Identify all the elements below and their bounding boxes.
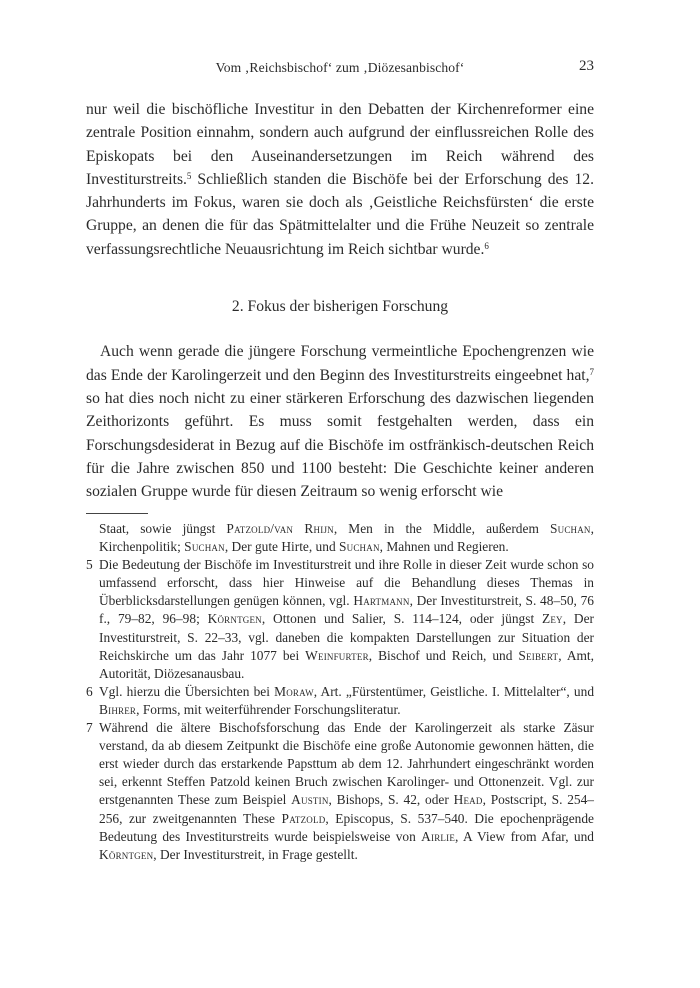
page-header [86, 58, 594, 80]
page-number: 23 [579, 58, 594, 74]
footnote-text: , Amt, Autorität, Diözesanausbau. [99, 647, 594, 681]
paragraph-text: Schließlich standen die Bischöfe bei der Erforschung des 12. Jahrhunderts im Fokus, waren sie doch als ‚Geistliche Reichsfürsten‘ die erste Gruppe, an denen die für das Spätmittelalter und die Frühe Neuzeit so zentrale verfassungsrechtliche Neuausrichtung im Reich sichtbar wurde. [86, 170, 594, 258]
author-name: Suchan [549, 521, 591, 536]
footnote-text: , Ottonen und Salier, S. 114–124, oder jüngst [261, 611, 542, 627]
footnote-text: Während die ältere Bischofsforschung das Ende der Karolingerzeit als starke Zäsur verstand, da ab diesem Zeitpunkt die Bischöfe eine große Autonomie gewonnen hätten, die erst wieder durch das erstarkende Papsttum ab dem 12. Jahrhundert eingeschränkt worden sei, erkennt Steffen Patzold keinen Bruch zwischen Karolinger- und Ottonenzeit. Vgl. zur erstgenannten These zum Beispiel [99, 720, 594, 808]
footnote-5 [86, 556, 594, 683]
running-head: Vom ‚Reichsbischof‘ zum ‚Diözesanbischof‘ [215, 60, 465, 75]
footnote-text: , Men in the Middle, außerdem [333, 521, 550, 536]
author-name: Head [453, 792, 483, 808]
author-name: Weinfurter [305, 647, 369, 663]
footnote-text: , Der Investiturstreit, S. 22–33, vgl. daneben die kompakten Darstellungen zur Situation der Reichskirche um das Jahr 1077 bei [99, 611, 594, 663]
footnote-continuation [86, 520, 594, 556]
author-name: Seibert [518, 647, 559, 663]
footnote-ref[interactable]: 5 [186, 170, 192, 181]
footnote-text: , Episcopus, S. 537–540. Die epochenprägende Bedeutung des Investiturstreits wurde beispielsweise von [99, 810, 594, 844]
footnote-ref[interactable]: 7 [589, 366, 594, 377]
main-text [86, 98, 594, 503]
paragraph-text: Auch wenn gerade die jüngere Forschung vermeintliche Epochengrenzen wie das Ende der Karolingerzeit und den Beginn des Investiturstreits eingeebnet hat, [86, 343, 594, 384]
author-name: Airlie [421, 828, 456, 844]
author-name: Moraw [274, 683, 314, 699]
footnote-6 [86, 683, 594, 719]
footnote-text: , Kirchenpolitik; [99, 521, 594, 555]
paragraph-text: so hat dies noch nicht zu einer stärkeren Erforschung des dazwischen liegenden Zeithorizonts geführt. Es muss somit festgehalten werden, dass ein Forschungsdesiderat in Bezug auf die Bischöfe im ostfränkisch-deutschen Reich für die Jahre zwischen 850 und 1100 besteht: Die Geschichte keiner anderen sozialen Gruppe wurde für diesen Zeitraum so wenig erforscht wie [86, 389, 594, 501]
author-name: Suchan [184, 539, 225, 555]
paragraph-continued [86, 98, 594, 261]
footnote-text: Staat, sowie jüngst [99, 521, 227, 536]
footnote-text: , Mahnen und Regieren. [379, 539, 509, 555]
author-name: Bihrer [99, 701, 137, 717]
author-name: Patzold [281, 810, 326, 826]
footnote-text: , Bishops, S. 42, oder [328, 792, 454, 808]
paragraph-text: nur weil die bischöfliche Investitur in den Debatten der Kirchenreformer eine zentrale Position einnahm, sondern auch aufgrund der einflussreichen Rolle des Episkopats bei den Auseinandersetzungen im Reich während des Investiturstreits. [86, 101, 594, 188]
author-name: Körntgen [207, 611, 262, 627]
footnote-ref[interactable]: 6 [484, 240, 489, 251]
footnote-text: , Postscript, S. 254–256, zur zweitgenannten These [99, 792, 595, 826]
footnote-text: Vgl. hierzu die Übersichten bei [99, 683, 275, 699]
footnote-separator [86, 513, 148, 514]
author-name: Hartmann [353, 593, 410, 609]
footnotes [86, 520, 594, 864]
section-heading: 2. Fokus der bisherigen Forschung [231, 298, 449, 316]
author-name: Austin [291, 792, 329, 808]
footnote-text: , Der Investiturstreit, S. 48–50, 76 f., 79–82, 96–98; [99, 593, 594, 627]
footnote-number: 5 [86, 557, 93, 573]
footnote-text: , Art. „Fürstentümer, Geistliche. I. Mittelalter“, und [313, 683, 595, 699]
footnote-7 [86, 719, 594, 864]
footnote-text: , Bischof und Reich, und [368, 647, 519, 663]
footnote-text: , A View from Afar, und [455, 828, 594, 844]
footnote-text: Die Bedeutung der Bischöfe im Investiturstreit und ihre Rolle in dieser Zeit wurde schon so umfassend erforscht, dass hier Hinweise auf die Behandlung dieses Themas in Überblicksdarstellungen genügen können, vgl. [99, 557, 594, 609]
footnote-number: 6 [86, 683, 93, 699]
author-name: Zey [541, 611, 563, 627]
author-name: Suchan [339, 539, 380, 555]
footnote-text: , Forms, mit weiterführender Forschungsliteratur. [136, 701, 401, 717]
footnote-number: 7 [86, 720, 93, 736]
footnote-text: , Der gute Hirte, und [224, 539, 339, 555]
footnote-text: , Der Investiturstreit, in Frage gestellt. [153, 846, 358, 862]
author-name: Patzold/van Rhijn [226, 521, 334, 536]
paragraph [86, 340, 594, 503]
author-name: Körntgen [99, 846, 154, 862]
